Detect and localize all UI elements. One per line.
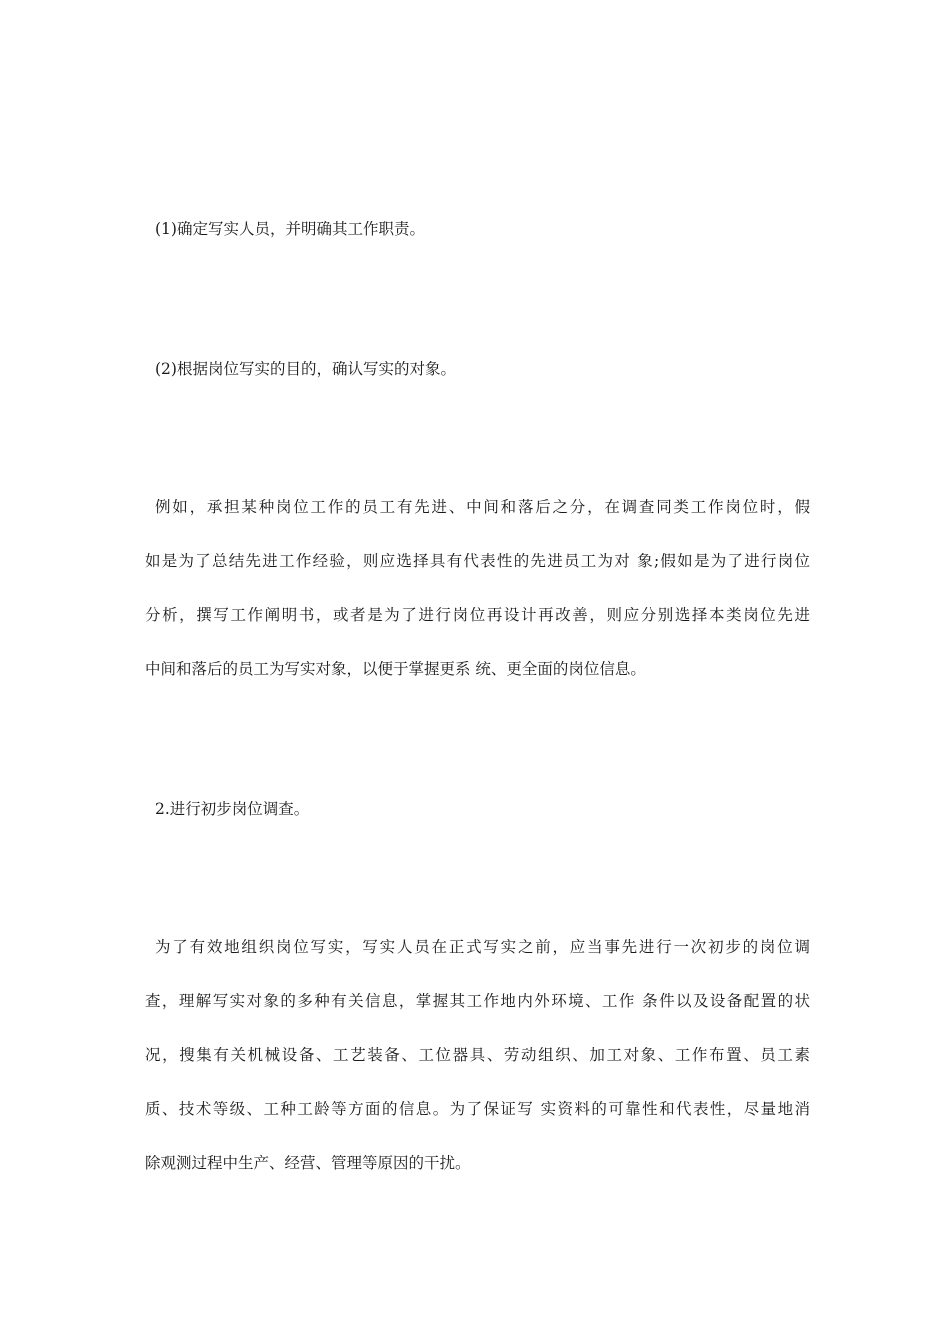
paragraph-line: 如是为了总结先进工作经验，则应选择具有代表性的先进员工为对 象;假如是为了进行岗位 [145, 552, 810, 570]
item-2-text: (2)根据岗位写实的目的，确认写实的对象。 [155, 360, 456, 378]
paragraph-line: 况，搜集有关机械设备、工艺装备、工位器具、劳动组织、加工对象、工作布置、员工素 [145, 1046, 810, 1064]
paragraph-line: 中间和落后的员工为写实对象，以便于掌握更系 统、更全面的岗位信息。 [145, 660, 646, 678]
paragraph-line: 例如，承担某种岗位工作的员工有先进、中间和落后之分，在调查同类工作岗位时，假 [155, 498, 810, 516]
paragraph-line: 为了有效地组织岗位写实，写实人员在正式写实之前，应当事先进行一次初步的岗位调 [155, 938, 810, 956]
step-2-heading: 2.进行初步岗位调查。 [155, 800, 310, 818]
item-1-text: (1)确定写实人员，并明确其工作职责。 [155, 220, 425, 238]
paragraph-line: 查，理解写实对象的多种有关信息，掌握其工作地内外环境、工作 条件以及设备配置的状 [145, 992, 810, 1010]
paragraph-line: 除观测过程中生产、经营、管理等原因的干扰。 [145, 1154, 471, 1172]
paragraph-line: 分析，撰写工作阐明书，或者是为了进行岗位再设计再改善，则应分别选择本类岗位先进 [145, 606, 810, 624]
paragraph-line: 质、技术等级、工种工龄等方面的信息。为了保证写 实资料的可靠性和代表性，尽量地消 [145, 1100, 810, 1118]
